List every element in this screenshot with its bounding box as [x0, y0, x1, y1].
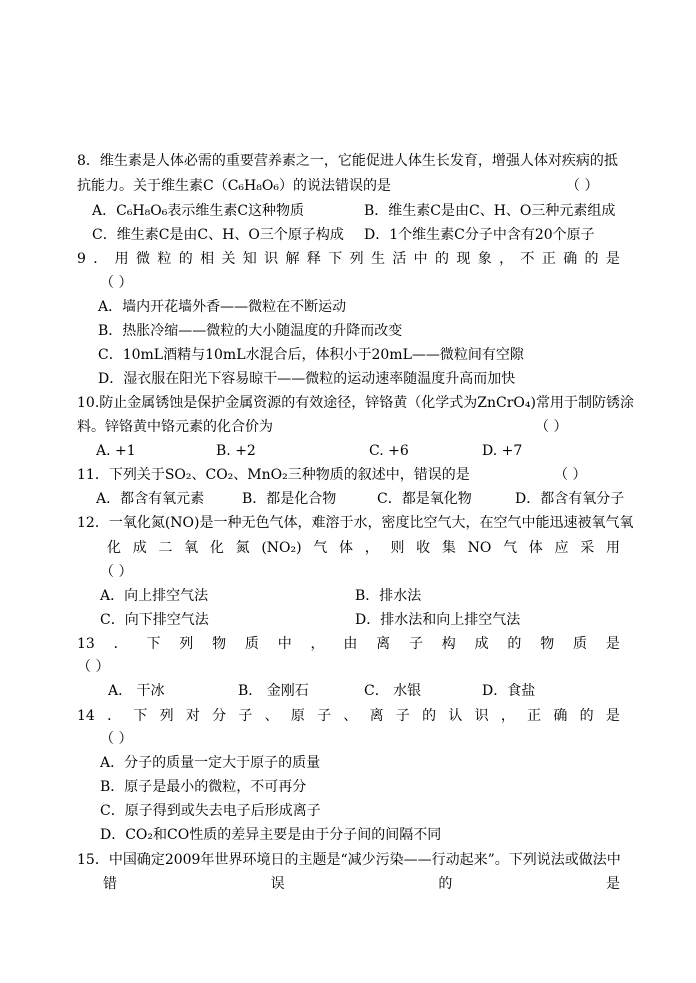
q14-stem-justified: 14 ． 下 列 对 分 子 、 原 子 、 离 子 的 认 识 ， 正 确 的 是: [77, 708, 620, 724]
q9-option-c: C．10mL酒精与10mL水混合后，体积小于20mL——微粒间有空隙: [98, 347, 524, 363]
q15-stem-line1: 15．中国确定2009年世界环境日的主题是“减少污染——行动起来”。下列说法或做法中: [77, 852, 621, 868]
q10-option-b: B. +2: [216, 443, 256, 459]
q9-answer-bracket: （ ）: [100, 275, 133, 291]
q13-option-c: C． 水银: [364, 683, 422, 699]
q12-answer-bracket: （ ）: [100, 564, 133, 580]
q11-option-a: A．都含有氧元素: [96, 491, 205, 507]
q10-option-d: D. +7: [482, 443, 523, 459]
q13-stem-justified: 13 ． 下 列 物 质 中 ， 由 离 子 构 成 的 物 质 是: [77, 636, 620, 652]
q11-stem: 11．下列关于SO₂、CO₂、MnO₂三种物质的叙述中，错误的是: [77, 467, 470, 483]
q8-option-d: D．1个维生素C分子中含有20个原子: [364, 227, 595, 243]
q14-option-b: B．原子是最小的微粒，不可再分: [100, 779, 307, 795]
q12-option-c: C．向下排空气法: [100, 612, 209, 628]
q10-answer-bracket: （ ）: [535, 419, 568, 435]
q15-stem-justified: 错 误 的 是: [103, 876, 620, 892]
q11-option-c: C．都是氧化物: [377, 491, 472, 507]
q10-stem-line1: 10.防止金属锈蚀是保护金属资源的有效途径，锌铬黄（化学式为ZnCrO₄)常用于制防锈涂: [77, 395, 634, 411]
q10-stem-line2: 料。锌铬黄中铬元素的化合价为: [77, 419, 273, 435]
q10-option-a: A. +1: [96, 443, 136, 459]
q8-stem-line1: 8．维生素是人体必需的重要营养素之一，它能促进人体生长发育，增强人体对疾病的抵: [77, 153, 618, 169]
q9-option-b: B．热胀冷缩——微粒的大小随温度的升降而改变: [98, 323, 403, 339]
q11-answer-bracket: （ ）: [554, 467, 587, 483]
q9-option-a: A．墙内开花墙外香——微粒在不断运动: [98, 299, 347, 315]
q8-answer-bracket: （ ）: [566, 178, 599, 194]
q12-option-b: B．排水法: [355, 588, 422, 604]
q13-option-a: A． 干冰: [108, 683, 165, 699]
q14-answer-bracket: （ ）: [100, 731, 133, 747]
q13-answer-bracket: （ ）: [77, 659, 110, 675]
q14-option-d: D．CO₂和CO性质的差异主要是由于分子间的间隔不同: [100, 827, 442, 843]
q14-option-a: A．分子的质量一定大于原子的质量: [100, 755, 321, 771]
q13-option-d: D．食盐: [482, 683, 536, 699]
q14-option-c: C．原子得到或失去电子后形成离子: [100, 803, 321, 819]
q12-stem-justified: 化 成 二 氧 化 氮 (NO₂) 气 体 ， 则 收 集 NO 气 体 应 采 用: [107, 540, 620, 556]
q10-option-c: C. +6: [369, 443, 409, 459]
q11-option-b: B．都是化合物: [242, 491, 337, 507]
q9-option-d: D．湿衣服在阳光下容易晾干——微粒的运动速率随温度升高而加快: [98, 371, 516, 387]
q12-stem-line1: 12．一氧化氮(NO)是一种无色气体，难溶于水，密度比空气大，在空气中能迅速被氧气氧: [77, 515, 634, 531]
q8-option-c: C．维生素C是由C、H、O三个原子构成: [92, 227, 344, 243]
q9-stem-justified: 9 ． 用 微 粒 的 相 关 知 识 解 释 下 列 生 活 中 的 现 象 ， 不 正 确 的 是: [77, 251, 620, 267]
q8-stem-line2: 抗能力。关于维生素C（C₆H₈O₆）的说法错误的是: [77, 178, 391, 194]
q8-option-a: A．C₆H₈O₆表示维生素C这种物质: [92, 203, 305, 219]
q12-option-d: D．排水法和向上排空气法: [355, 612, 521, 628]
q13-option-b: B． 金刚石: [238, 683, 309, 699]
q11-option-d: D．都含有氧分子: [515, 491, 625, 507]
q12-option-a: A．向上排空气法: [100, 588, 209, 604]
q8-option-b: B．维生素C是由C、H、O三种元素组成: [364, 203, 616, 219]
